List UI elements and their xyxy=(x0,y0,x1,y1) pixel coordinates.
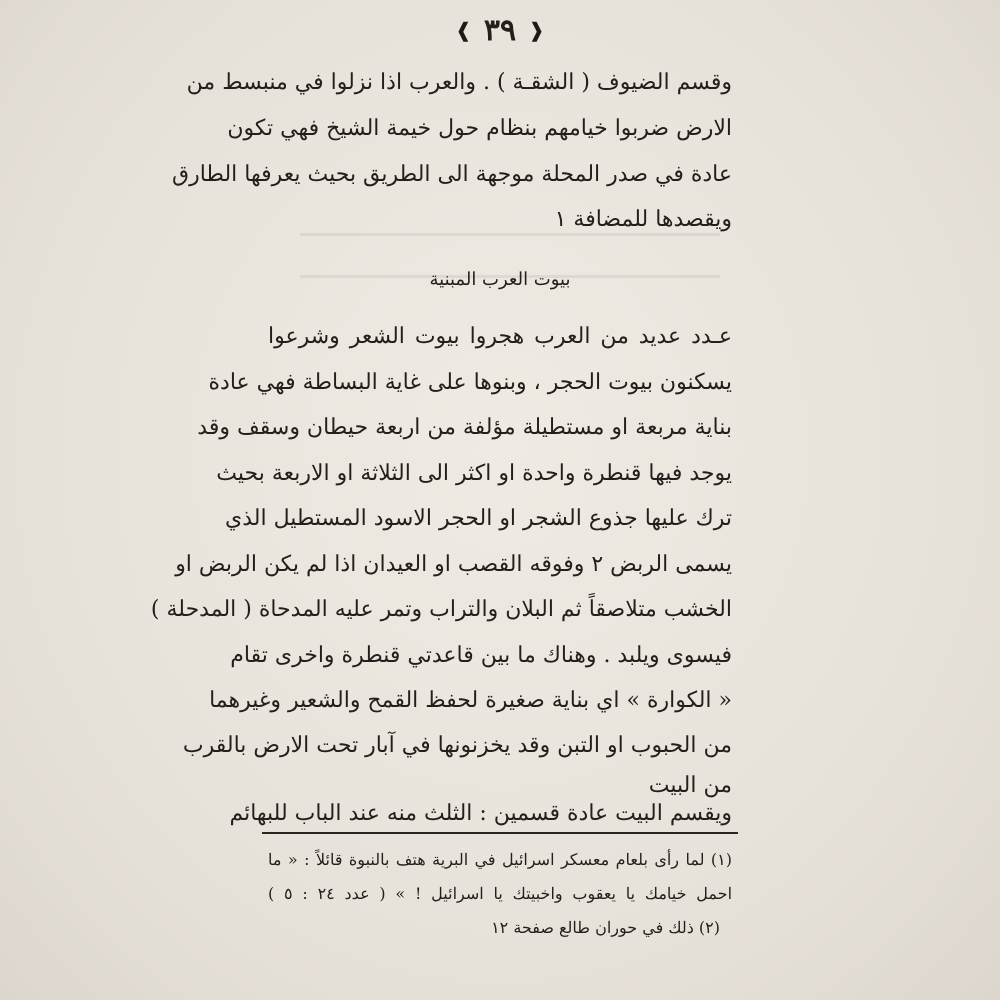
paragraph-line: وقسم الضيوف ( الشقـة ) . والعرب اذا نزلوا في منبسط من xyxy=(186,70,732,95)
paragraph-line: « الكوارة » اي بناية صغيرة لحفظ القمح والشعير وغيرهما xyxy=(209,688,732,713)
paragraph-line: عـدد عديد من العرب هجروا بيوت الشعر وشرعوا xyxy=(268,324,732,349)
page-header xyxy=(0,6,1000,54)
paragraph-line: ويقسم البيت عادة قسمين : الثلث منه عند الباب للبهائم xyxy=(229,801,732,826)
paragraph-line: بناية مربعة او مستطيلة مؤلفة من اربعة حيطان وسقف وقد xyxy=(197,415,732,440)
paragraph-line: ويقصدها للمضافة ١ xyxy=(554,207,732,232)
footnote-line: (١) لما رأى بلعام معسكر اسرائيل في البرية هتف بالنبوة قائلاً : « ما xyxy=(268,850,733,869)
section-heading: بيوت العرب المبنية xyxy=(429,269,571,290)
paragraph-line: فيسوى ويلبد . وهناك ما بين قاعدتي قنطرة واخرى تقام xyxy=(230,643,732,668)
left-ornament: ❰ xyxy=(455,18,472,42)
paragraph-line: يسمى الربض ٢ وفوقه القصب او العيدان اذا لم يكن الربض او xyxy=(175,552,732,577)
paragraph-line: من الحبوب او التبن وقد يخزنونها في آبار تحت الارض بالقرب xyxy=(182,733,732,758)
paragraph-line: عادة في صدر المحلة موجهة الى الطريق بحيث يعرفها الطارق xyxy=(172,162,732,187)
paragraph-line: يوجد فيها قنطرة واحدة او اكثر الى الثلاثة او الاربعة بحيث xyxy=(216,461,732,486)
paragraph-line: ترك عليها جذوع الشجر او الحجر الاسود المستطيل الذي xyxy=(225,506,732,531)
footnote-line: احمل خيامك يا يعقوب واخبيتك يا اسرائيل ! » ( عدد ٢٤ : ٥ ) xyxy=(268,884,733,903)
footnote-line: (٢) ذلك في حوران طالع صفحة ١٢ xyxy=(491,918,720,937)
footnote-rule xyxy=(262,832,738,834)
paragraph-line: الارض ضربوا خيامهم بنظام حول خيمة الشيخ فهي تكون xyxy=(227,116,732,141)
right-ornament: ❱ xyxy=(528,18,545,42)
paragraph-line: الخشب متلاصقاً ثم البلان والتراب وتمر عليه المدحاة ( المدحلة ) xyxy=(150,597,732,622)
paragraph-line: يسكنون بيوت الحجر ، وبنوها على غاية البساطة فهي عادة xyxy=(208,370,732,395)
paragraph-line: من البيت xyxy=(648,773,732,798)
page-number: ٣٩ xyxy=(483,12,517,48)
